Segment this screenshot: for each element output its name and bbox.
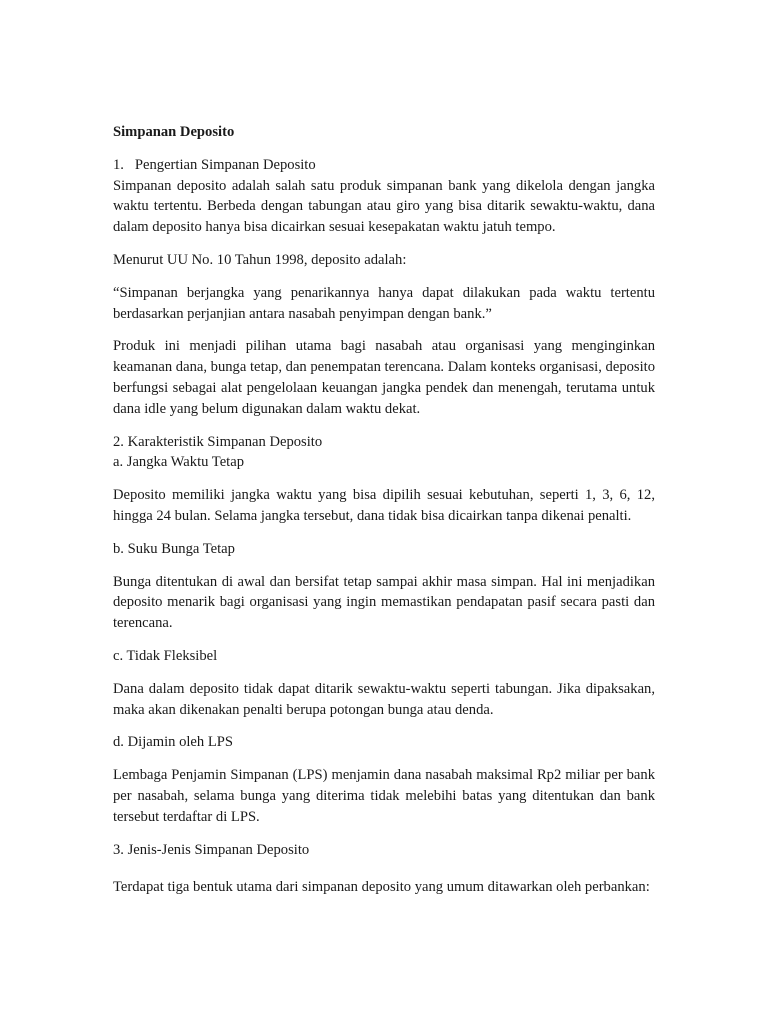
section-1-paragraph-3: Produk ini menjadi pilihan utama bagi nasabah atau organisasi yang menginginkan keamanan dana, bunga tetap, dan penempatan terencana. Dalam konteks organisasi, deposito berfungsi sebagai alat pengelolaan keuangan jangka pendek dan menengah, terutama untuk dana idle yang belum digunakan dalam waktu dekat.	[113, 338, 655, 417]
section-1-paragraph-1: Simpanan deposito adalah salah satu produk simpanan bank yang dikelola dengan jangka waktu tertentu. Berbeda dengan tabungan atau giro yang bisa ditarik sewaktu-waktu, dana dalam deposito hanya bisa dicairkan sesuai kesepakatan waktu jatuh tempo.	[113, 177, 655, 236]
section-1-paragraph-2: Menurut UU No. 10 Tahun 1998, deposito adalah:	[113, 251, 407, 268]
subsection-b-text: Bunga ditentukan di awal dan bersifat tetap sampai akhir masa simpan. Hal ini menjadikan deposito menarik bagi organisasi yang ingin memastikan pendapatan pasif secara pasti dan terencana.	[113, 573, 655, 632]
subsection-a-text: Deposito memiliki jangka waktu yang bisa dipilih sesuai kebutuhan, seperti 1, 3, 6, 12, hingga 24 bulan. Selama jangka tersebut, dana tidak bisa dicairkan tanpa dikenai penalti.	[113, 487, 655, 524]
subsection-c-heading: c. Tidak Fleksibel	[113, 647, 218, 664]
subsection-d-heading: d. Dijamin oleh LPS	[113, 734, 233, 751]
subsection-c-text: Dana dalam deposito tidak dapat ditarik sewaktu-waktu seperti tabungan. Jika dipaksakan, maka akan dikenakan penalti berupa potongan bunga atau denda.	[113, 680, 655, 718]
section-1-heading: 1. Pengertian Simpanan Deposito	[113, 156, 316, 173]
section-3-heading: 3. Jenis-Jenis Simpanan Deposito	[113, 841, 310, 858]
document-title: Simpanan Deposito	[113, 124, 235, 140]
section-1-quote: “Simpanan berjangka yang penarikannya hanya dapat dilakukan pada waktu tertentu berdasarkan perjanjian antara nasabah penyimpan dengan bank.”	[113, 284, 655, 322]
section-3-paragraph-1: Terdapat tiga bentuk utama dari simpanan deposito yang umum ditawarkan oleh perbankan:	[113, 879, 650, 896]
subsection-a-heading: a. Jangka Waktu Tetap	[113, 454, 245, 471]
section-2-heading: 2. Karakteristik Simpanan Deposito	[113, 433, 323, 450]
subsection-b-heading: b. Suku Bunga Tetap	[113, 540, 235, 557]
document-page	[113, 122, 655, 898]
subsection-d-text: Lembaga Penjamin Simpanan (LPS) menjamin dana nasabah maksimal Rp2 miliar per bank per nasabah, selama bunga yang diterima tidak melebihi batas yang ditentukan dan bank tersebut terdaftar di LPS.	[113, 767, 655, 825]
